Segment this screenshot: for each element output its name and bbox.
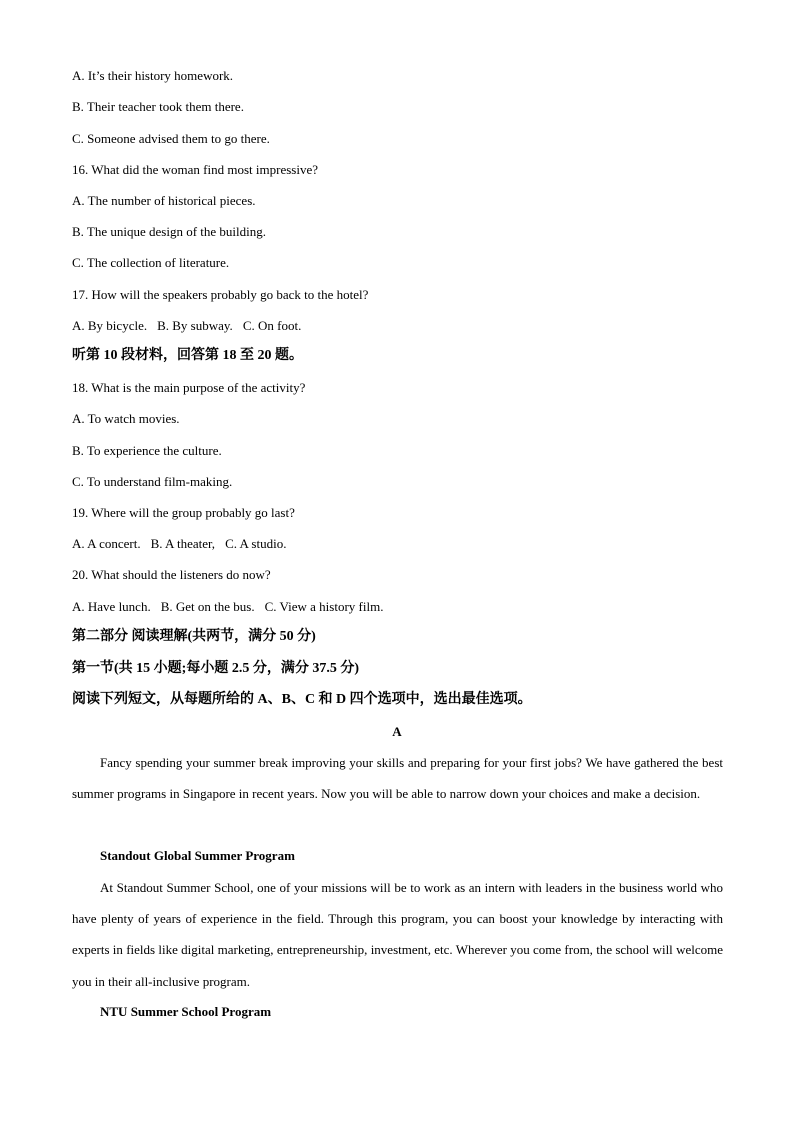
section-one-heading: 第一节(共 15 小题;每小题 2.5 分，满分 37.5 分) xyxy=(72,661,359,676)
q18-option-b: B. To experience the culture. xyxy=(72,443,222,458)
q16-option-b: B. The unique design of the building. xyxy=(72,224,267,239)
program1-body: At Standout Summer School, one of your missions will be to work as an intern with leaders in the business world who have plenty of years of experience in the field. Through this program, you can boost your knowledge by interacting with experts in fields like digital marketing, entrepreneurship, investment, etc. Wherever you come from, the school will welcome you in their all-inclusive program. xyxy=(72,880,723,989)
passage-letter: A xyxy=(392,724,402,739)
q18-option-c: C. To understand film-making. xyxy=(72,474,233,489)
q19-option-b: B. A theater, xyxy=(150,536,216,551)
program1-title: Standout Global Summer Program xyxy=(100,848,295,863)
q16-option-a: A. The number of historical pieces. xyxy=(72,193,256,208)
reading-instruction: 阅读下列短文，从每题所给的 A、B、C 和 D 四个选项中，选出最佳选项。 xyxy=(72,692,532,707)
program2-title: NTU Summer School Program xyxy=(100,1004,272,1019)
q18-option-a: A. To watch movies. xyxy=(72,411,180,426)
q15-option-a: A. It’s their history homework. xyxy=(72,68,234,83)
q17-option-b: B. By subway. xyxy=(157,318,233,333)
q17-option-c: C. On foot. xyxy=(242,318,302,333)
question-17: 17. How will the speakers probably go back to the hotel? xyxy=(72,287,369,302)
q20-option-b: B. Get on the bus. xyxy=(160,599,255,614)
question-20: 20. What should the listeners do now? xyxy=(72,567,271,582)
q15-option-c: C. Someone advised them to go there. xyxy=(72,131,270,146)
q17-option-a: A. By bicycle. xyxy=(72,318,148,333)
q19-option-c: C. A studio. xyxy=(225,536,287,551)
passage-intro: Fancy spending your summer break improving your skills and preparing for your first jobs? We have gathered the best summer programs in Singapore in recent years. Now you will be able to narrow down your choices and make a decision. xyxy=(72,755,723,802)
q20-options xyxy=(72,599,383,615)
question-18: 18. What is the main purpose of the activity? xyxy=(72,380,306,395)
q19-option-a: A. A concert. xyxy=(72,536,141,551)
q15-option-b: B. Their teacher took them there. xyxy=(72,99,244,114)
part-two-heading: 第二部分 阅读理解(共两节，满分 50 分) xyxy=(72,629,316,644)
q16-option-c: C. The collection of literature. xyxy=(72,255,230,270)
q17-options xyxy=(72,318,301,334)
q19-options xyxy=(72,536,286,552)
section-instruction-10: 听第 10 段材料，回答第 18 至 20 题。 xyxy=(72,348,303,363)
question-16: 16. What did the woman find most impressive? xyxy=(72,162,318,177)
question-19: 19. Where will the group probably go last? xyxy=(72,505,295,520)
q20-option-a: A. Have lunch. xyxy=(72,599,151,614)
q20-option-c: C. View a history film. xyxy=(264,599,384,614)
